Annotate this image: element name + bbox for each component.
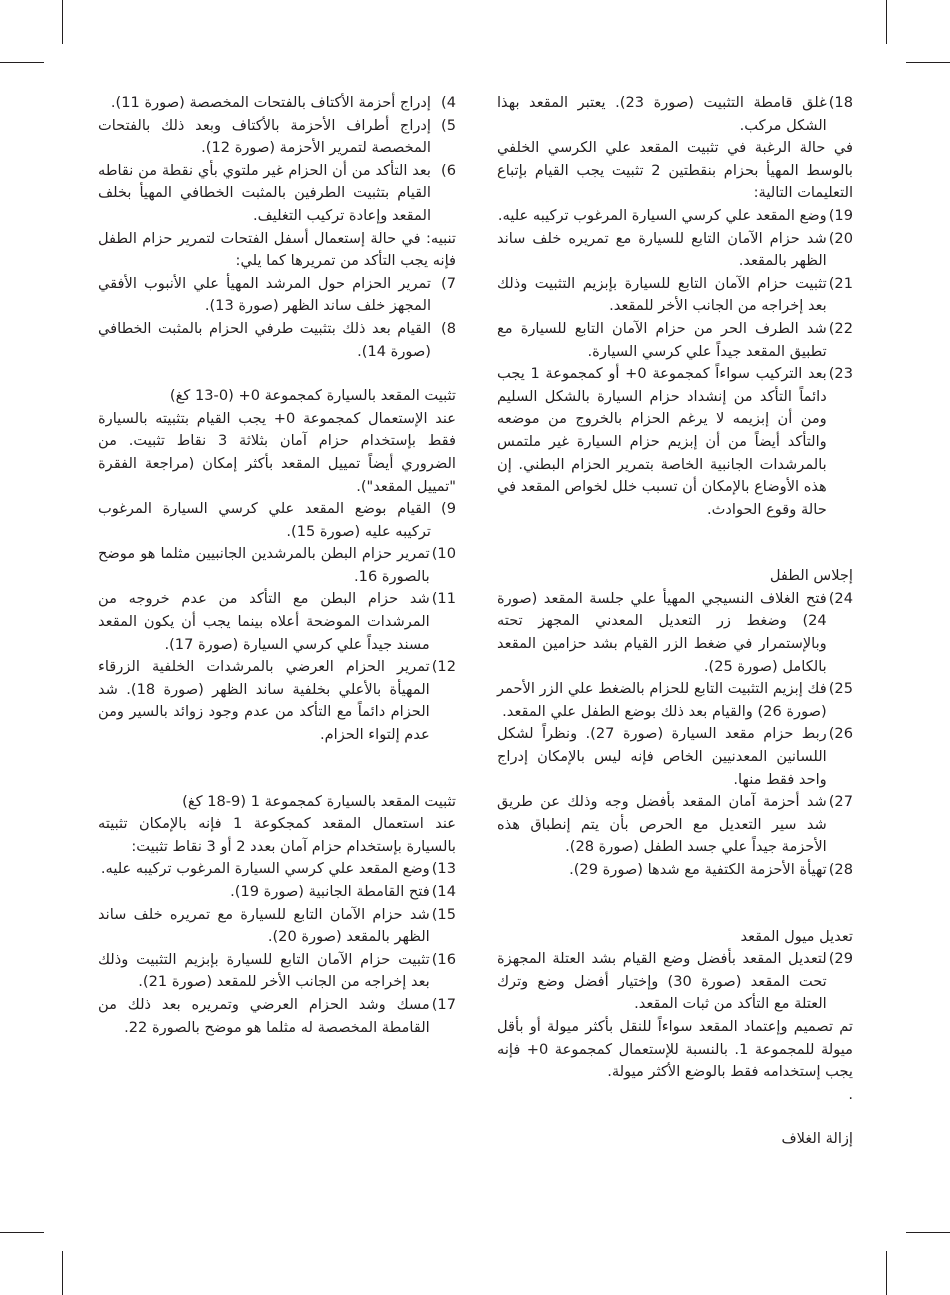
item-text: فتح الغلاف النسيجي المهيأ علي جلسة المقعد (صورة 24) وضغط زر التعديل المعدني المجهز تحته وبالإستمرار في ضغط الزر القيام بشد حزامين المقعد بالكامل (صورة 25).: [497, 589, 827, 675]
right-text-column: [497, 92, 853, 1151]
item-number: 17): [431, 995, 456, 1013]
item-number: 15): [431, 905, 456, 923]
item-number: 20): [828, 229, 853, 247]
item-number: 28): [828, 861, 853, 878]
item-number: 8): [441, 319, 456, 337]
item-text: تمرير الحزام العرضي بالمرشدات الخلفية الزرقاء المهيأة بالأعلي بخلفية ساند الظهر (صورة 18). شد الحزام دائماً مع التأكد من عدم وجود زوائد بالسير ومن عدم إلتواء الحزام.: [98, 658, 430, 744]
item-number: 9): [441, 500, 456, 518]
instruction-item: [98, 858, 456, 881]
crop-mark-top-left: [62, 0, 63, 44]
instruction-item: [98, 92, 456, 115]
instruction-item: [98, 994, 456, 1039]
section-heading: إزالة الغلاف: [781, 1130, 853, 1148]
section-heading: .: [848, 1085, 853, 1103]
paragraph: في حالة الرغبة في تثبيت المقعد علي الكرسي الخلفي بالوسط المهيأ بحزام بنقطتين 2 تثبيت يجب القيام بإتباع التعليمات التالية:: [497, 139, 853, 202]
item-number: 14): [431, 883, 456, 900]
item-number: 16): [431, 950, 456, 968]
item-number: 26): [828, 725, 853, 743]
item-text: شد الطرف الحر من حزام الآمان التابع للسيارة مع تطبيق المقعد جيداً علي كرسي السيارة.: [497, 319, 827, 360]
item-number: 24): [828, 589, 853, 607]
instruction-item: [497, 723, 853, 791]
section-heading: تعديل ميول المقعد: [740, 927, 853, 945]
item-number: 7): [441, 274, 456, 292]
item-number: 29): [828, 950, 853, 968]
left-text-column: [98, 92, 456, 1039]
instruction-item: [98, 115, 456, 160]
instruction-item: [98, 160, 456, 228]
item-number: 25): [828, 680, 853, 698]
instruction-item: [98, 656, 456, 746]
instruction-item: [497, 791, 853, 859]
crop-mark-top-right: [886, 0, 887, 44]
item-text: إدراج أحزمة الأكتاف بالفتحات المخصصة (صورة 11).: [110, 94, 431, 111]
instruction-item: [497, 228, 853, 273]
item-text: القيام بوضع المقعد علي كرسي السيارة المرغوب تركيبه عليه (صورة 15).: [98, 500, 431, 540]
item-number: 12): [431, 658, 456, 676]
instruction-item: [497, 363, 853, 521]
item-number: 22): [828, 319, 853, 337]
item-number: 13): [431, 860, 456, 878]
paragraph: تم تصميم وإعتماد المقعد سواءاً للنقل بأكثر ميولة أو بأقل ميولة للمجموعة 1. بالنسبة للإستعمال كمجموعة 0+ فإنه يجب إستخدامه فقط بالوضع الأكثر ميولة.: [497, 1017, 853, 1081]
spacer: [497, 521, 853, 565]
instruction-item: [497, 678, 853, 723]
paragraph: تنبيه: في حالة إستعمال أسفل الفتحات لتمرير حزام الطفل فإنه يجب التأكد من تمريرها كما يلي:: [98, 229, 456, 270]
instruction-item: [98, 904, 456, 949]
item-text: تثبيت حزام الآمان التابع للسيارة بإبزيم التثبيت وذلك بعد إخراجه من الجانب الأخر للمقعد (صورة 21).: [98, 950, 430, 991]
item-text: فك إبزيم التثبيت التابع للحزام بالضغط علي الزر الأحمر (صورة 26) والقيام بعد ذلك بوضع الطفل علي المقعد.: [497, 680, 827, 720]
item-number: 5): [441, 116, 456, 134]
item-text: شد أحزمة آمان المقعد بأفضل وجه وذلك عن طريق شد سير التعديل مع الحرص بأن يتم إنطباق هذه الأحزمة جيداً علي جسد الطفل (صورة 28).: [497, 793, 827, 856]
item-number: 6): [441, 161, 456, 179]
section-heading: تثبيت المقعد بالسيارة كمجموعة 0+ (0-13 كغ): [169, 387, 456, 405]
instruction-item: [497, 588, 853, 678]
instruction-item: [98, 543, 456, 588]
item-text: القيام بعد ذلك بتثبيت طرفي الحزام بالمثبت الخطافي (صورة 14).: [98, 319, 431, 360]
paragraph: عند استعمال المقعد كمجكوعة 1 فإنه بالإمكان تثبيته بالسيارة بإستخدام حزام آمان بعدد 2 أو 3 نقاط تثبيت:: [98, 815, 456, 855]
item-text: تمرير حزام البطن بالمرشدين الجانبيين مثلما هو موضح بالصورة 16.: [98, 545, 430, 585]
instruction-item: [98, 588, 456, 656]
item-text: فتح القامطة الجانبية (صورة 19).: [230, 883, 430, 900]
spacer: [497, 882, 853, 926]
item-number: 23): [828, 365, 853, 383]
item-text: مسك وشد الحزام العرضي وتمريره بعد ذلك من القامطة المخصصة له مثلما هو موضح بالصورة 22.: [98, 995, 430, 1036]
crop-mark-top-left-h: [0, 62, 44, 63]
item-text: إدراج أطراف الأحزمة بالأكتاف وبعد ذلك بالفتحات المخصصة لتمرير الأحزمة (صورة 12).: [98, 116, 431, 157]
item-text: شد حزام الآمان التابع للسيارة مع تمريره خلف ساند الظهر بالمقعد.: [497, 229, 827, 270]
item-text: بعد التأكد من أن الحزام غير ملتوي بأي نقطة من نقاطه القيام بتثبيت الطرفين بالمثبت الخطافي المهيأ بخلف المقعد وإعادة تركيب التغليف.: [98, 161, 431, 224]
item-number: 4): [441, 94, 456, 111]
item-text: تمرير الحزام حول المرشد المهيأ علي الأنبوب الأفقي المجهز خلف ساند الظهر (صورة 13).: [98, 274, 431, 315]
paragraph: عند الإستعمال كمجموعة 0+ يجب القيام بتثبيته بالسيارة فقط بإستخدام حزام آمان بثلاثة 3 نقاط تثبيت. من الضروري أيضاً تمييل المقعد بأكثر إمكان (مراجعة الفقرة "تمييل المقعد").: [98, 409, 456, 495]
instruction-item: [98, 273, 456, 318]
item-text: بعد التركيب سواءاً كمجموعة 0+ أو كمجموعة 1 يجب دائماً التأكد من إنشداد حزام السيارة بالشكل السليم ومن أن إبزيمه لا يرغم الحزام بالخروج من موضعه والتأكد أيضاً من أن إبزيم حزام السيارة غير ملتمس بالمرشدات الجانبية الخاصة بتمرير الحزام البطني. إن هذه الأوضاع بالإمكان أن تسبب خلل لخواص المقعد في حالة وقوع الحوادث.: [497, 365, 827, 518]
crop-mark-top-right-h: [906, 62, 950, 63]
instruction-item: [497, 205, 853, 228]
item-text: وضع المقعد علي كرسي السيارة المرغوب تركيبه عليه.: [100, 860, 430, 878]
instruction-item: [98, 318, 456, 363]
item-text: وضع المقعد علي كرسي السيارة المرغوب تركيبه عليه.: [497, 206, 827, 224]
item-text: لتعديل المقعد بأفضل وضع القيام بشد العتلة المجهزة تحت المقعد (صورة 30) وإختيار أفضل وضع وترك العتلة مع التأكد من ثبات المقعد.: [497, 950, 827, 1013]
instruction-item: [497, 948, 853, 1016]
spacer: [497, 1106, 853, 1128]
instruction-item: [497, 318, 853, 363]
crop-mark-bottom-left: [62, 1251, 63, 1295]
item-text: تثبيت حزام الآمان التابع للسيارة بإبزيم التثبيت وذلك بعد إخراجه من الجانب الأخر للمقعد.: [497, 274, 827, 315]
item-number: 10): [431, 545, 456, 563]
section-heading: تثبيت المقعد بالسيارة كمجموعة 1 (9-18 كغ): [182, 792, 456, 810]
crop-mark-bottom-left-h: [0, 1232, 44, 1233]
instruction-item: [98, 881, 456, 904]
instruction-item: [98, 498, 456, 543]
item-number: 18): [828, 94, 853, 111]
item-number: 21): [828, 274, 853, 292]
spacer: [98, 363, 456, 385]
item-text: غلق قامطة التثبيت (صورة 23). يعتبر المقعد بهذا الشكل مركب.: [497, 94, 827, 134]
item-number: 19): [828, 206, 853, 224]
item-text: ربط حزام مقعد السيارة (صورة 27). ونظراً لشكل اللسانين المعدنيين الخاص فإنه ليس بالإمكان إدراج واحد فقط منها.: [497, 725, 827, 788]
instruction-item: [497, 859, 853, 882]
item-number: 27): [828, 793, 853, 811]
section-heading: إجلاس الطفل: [769, 567, 853, 585]
item-number: 11): [431, 590, 456, 608]
item-text: شد حزام البطن مع التأكد من عدم خروجه من المرشدات الموضحة أعلاه بينما يجب أن يكون المقعد مسند جيداً علي كرسي السيارة (صورة 17).: [98, 590, 430, 653]
item-text: شد حزام الآمان التابع للسيارة مع تمريره خلف ساند الظهر بالمقعد (صورة 20).: [98, 905, 430, 946]
instruction-item: [497, 273, 853, 318]
instruction-item: [98, 949, 456, 994]
spacer: [98, 747, 456, 791]
instruction-item: [497, 92, 853, 137]
item-text: تهيأة الأحزمة الكتفية مع شدها (صورة 29).: [569, 861, 827, 878]
crop-mark-bottom-right-h: [906, 1232, 950, 1233]
crop-mark-bottom-right: [886, 1251, 887, 1295]
